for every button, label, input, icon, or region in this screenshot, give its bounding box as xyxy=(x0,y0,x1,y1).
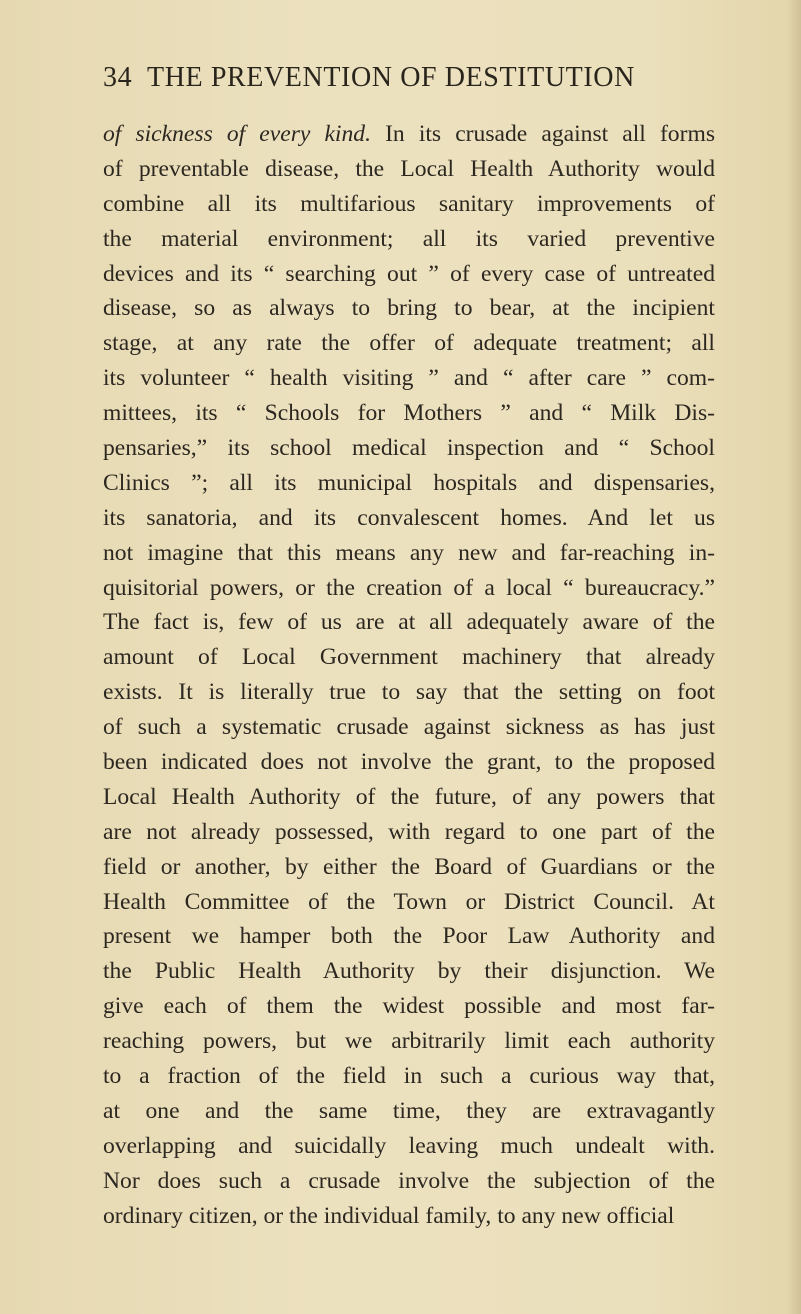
text-line xyxy=(103,222,715,257)
line-text: mittees, its “ Schools for Mothers ” and “ Milk Dis- xyxy=(103,400,715,427)
text-line xyxy=(103,885,715,920)
text-line xyxy=(103,1129,715,1164)
line-text: to a fraction of the field in such a curious way that, xyxy=(103,1063,715,1090)
line-text: its volunteer “ health visiting ” and “ after care ” com- xyxy=(103,365,715,392)
line-text: exists. It is literally true to say that the setting on foot xyxy=(103,679,715,706)
line-text: Clinics ”; all its municipal hospitals and dispensaries, xyxy=(103,469,715,496)
text-line xyxy=(103,501,715,536)
text-line xyxy=(103,152,715,187)
line-text: The fact is, few of us are at all adequately aware of the xyxy=(103,609,715,636)
running-title: THE PREVENTION OF DESTITUTION xyxy=(147,62,635,93)
line-text: Local Health Authority of the future, of any powers that xyxy=(103,783,715,810)
line-text: Nor does such a crusade involve the subjection of the xyxy=(103,1167,715,1194)
line-text: give each of them the widest possible and most far- xyxy=(103,993,715,1020)
text-line xyxy=(103,1094,715,1129)
line-text: of preventable disease, the Local Health Authority would xyxy=(103,155,715,182)
text-line xyxy=(103,675,715,710)
italic-phrase: of sickness of every kind. xyxy=(103,121,371,147)
text-line xyxy=(103,466,715,501)
line-text: Health Committee of the Town or District Council. At xyxy=(103,888,715,915)
line-text: overlapping and suicidally leaving much undealt with. xyxy=(103,1132,715,1159)
line-text: the Public Health Authority by their disjunction. We xyxy=(103,958,715,985)
line-text: ordinary citizen, or the individual family, to any new official xyxy=(103,1202,675,1229)
line-text: pensaries,” its school medical inspection and “ School xyxy=(103,435,715,462)
body-text xyxy=(103,117,715,1234)
text-line xyxy=(103,815,715,850)
line-text: In its crusade against all forms xyxy=(370,121,715,147)
text-line xyxy=(103,326,715,361)
line-text: disease, so as always to bring to bear, at the incipient xyxy=(103,295,715,322)
text-line xyxy=(103,640,715,675)
page-edge-shadow xyxy=(787,0,801,1314)
text-line xyxy=(103,1164,715,1199)
text-line xyxy=(103,780,715,815)
text-line xyxy=(103,257,715,292)
text-line xyxy=(103,710,715,745)
line-text: devices and its “ searching out ” of every case of untreated xyxy=(103,260,715,287)
text-line xyxy=(103,1024,715,1059)
line-text: are not already possessed, with regard to one part of the xyxy=(103,818,715,845)
text-line xyxy=(103,291,715,326)
text-line xyxy=(103,1199,715,1234)
line-text: combine all its multifarious sanitary improvements of xyxy=(103,190,715,217)
text-line xyxy=(103,187,715,222)
page-number: 34 xyxy=(103,62,133,93)
text-line xyxy=(103,745,715,780)
line-text: not imagine that this means any new and far-reaching in- xyxy=(103,539,715,566)
line-text: stage, at any rate the offer of adequate treatment; all xyxy=(103,330,715,357)
text-line xyxy=(103,536,715,571)
line-text: amount of Local Government machinery that already xyxy=(103,644,715,671)
line-text: quisitorial powers, or the creation of a local “ bureaucracy.” xyxy=(103,574,715,601)
text-line xyxy=(103,117,715,152)
text-line xyxy=(103,989,715,1024)
text-line xyxy=(103,605,715,640)
text-line xyxy=(103,919,715,954)
text-line xyxy=(103,361,715,396)
line-text: of such a systematic crusade against sickness as has just xyxy=(103,714,715,741)
text-line xyxy=(103,850,715,885)
line-text: present we hamper both the Poor Law Authority and xyxy=(103,923,715,950)
page-header xyxy=(103,62,743,94)
text-line xyxy=(103,571,715,606)
text-line xyxy=(103,954,715,989)
text-line xyxy=(103,396,715,431)
line-text: the material environment; all its varied preventive xyxy=(103,225,715,252)
line-text: field or another, by either the Board of Guardians or the xyxy=(103,853,715,880)
line-text: at one and the same time, they are extravagantly xyxy=(103,1097,715,1124)
text-line xyxy=(103,431,715,466)
line-text: its sanatoria, and its convalescent homes. And let us xyxy=(103,504,715,531)
line-text: been indicated does not involve the grant, to the proposed xyxy=(103,749,715,776)
text-line xyxy=(103,1059,715,1094)
line-text: reaching powers, but we arbitrarily limit each authority xyxy=(103,1028,715,1055)
